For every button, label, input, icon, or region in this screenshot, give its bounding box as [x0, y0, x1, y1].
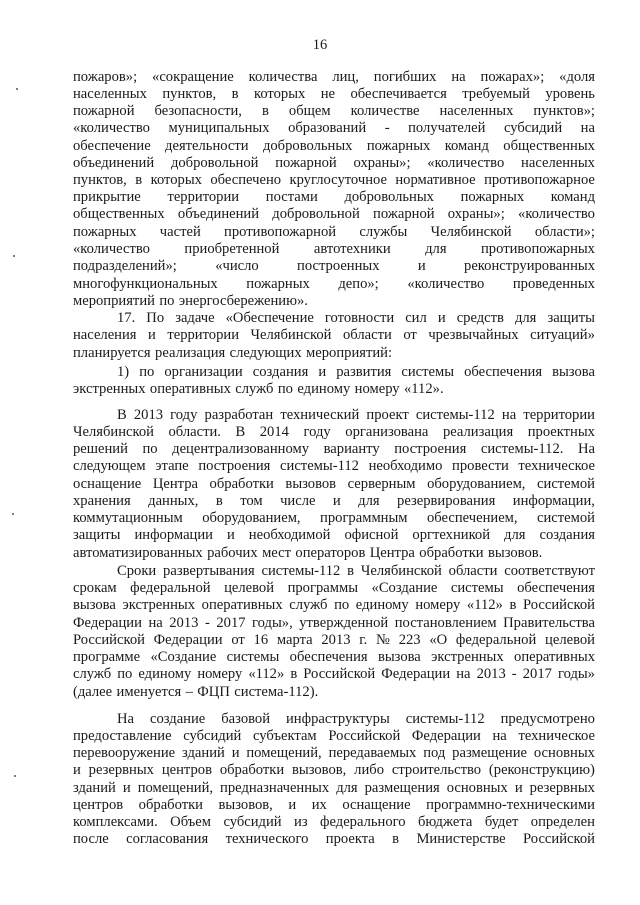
page-number: 16	[312, 37, 328, 53]
text-line: следующем этапе построения системы-112 необходимо провести техническое	[73, 458, 595, 474]
scan-speck	[12, 513, 14, 515]
text-line: оснащение Центра обработки вызовов серверным оборудованием, системой	[73, 476, 595, 492]
text-line: На создание базовой инфраструктуры системы-112 предусмотрено	[117, 711, 595, 727]
text-line: «количество приобретенной автотехники для противопожарных	[73, 241, 595, 257]
text-line: многофункциональных пожарных депо»; «количество проведенных	[73, 276, 595, 292]
text-line: Челябинской области. В 2014 году организована реализация проектных	[73, 424, 595, 440]
text-line: населения и территории Челябинской области от чрезвычайных ситуаций»	[73, 327, 595, 343]
text-line: прикрытие территории постами добровольных пожарных команд	[73, 189, 595, 205]
text-line: хранения данных, в том числе и для резервирования информации,	[73, 493, 595, 509]
text-line: защиты информации и необходимой офисной оргтехникой для создания	[73, 527, 595, 543]
text-line: комплексами. Объем субсидий из федерального бюджета будет определен	[73, 814, 595, 830]
text-line: решений по децентрализованному варианту построения системы-112. На	[73, 441, 595, 457]
scan-speck	[16, 88, 18, 90]
text-line: предоставление субсидий субъектам Российской Федерации на техническое	[73, 728, 595, 744]
scan-speck	[13, 255, 15, 257]
text-line: 17. По задаче «Обеспечение готовности сил и средств для защиты	[117, 310, 595, 326]
text-line: общественных объединений добровольной пожарной охраны»; «количество	[73, 206, 595, 222]
text-line: Федерации на 2013 - 2017 годы», утвержденной постановлением Правительства	[73, 615, 595, 631]
text-line: подразделений»; «число построенных и реконструированных	[73, 258, 595, 274]
scan-speck	[14, 775, 16, 777]
text-line: 1) по организации создания и развития системы обеспечения вызова	[117, 364, 595, 380]
text-line: обеспечение деятельности добровольных пожарных команд общественных	[73, 138, 595, 154]
text-line: зданий и помещений, предназначенных для размещения основных и резервных	[73, 780, 595, 796]
text-line: и резервных центров обработки вызовов, либо строительство (реконструкцию)	[73, 762, 595, 778]
text-line: коммутационным оборудованием, программным обеспечением, системой	[73, 510, 595, 526]
text-line: (далее именуется – ФЦП система-112).	[73, 684, 319, 700]
text-line: пожаров»; «сокращение количества лиц, погибших на пожарах»; «доля	[73, 69, 595, 85]
text-line: мероприятий по энергосбережению».	[73, 293, 308, 309]
text-line: служб по единому номеру «112» в Российской Федерации на 2013 - 2017 годы»	[73, 666, 595, 682]
text-line: планируется реализация следующих мероприятий:	[73, 345, 393, 361]
text-line: программе «Создание системы обеспечения вызова экстренных оперативных	[73, 649, 595, 665]
text-line: «количество муниципальных образований - получателей субсидий на	[73, 120, 595, 136]
text-line: В 2013 году разработан технический проект системы-112 на территории	[117, 407, 595, 423]
text-line: объединений добровольной пожарной охраны»; «количество населенных	[73, 155, 595, 171]
text-line: после согласования технического проекта в Министерстве Российской	[73, 831, 595, 847]
text-line: Сроки развертывания системы-112 в Челябинской области соответствуют	[117, 563, 595, 579]
text-line: срокам федеральной целевой программы «Создание системы обеспечения	[73, 580, 595, 596]
text-line: перевооружение зданий и помещений, передаваемых под размещение основных	[73, 745, 595, 761]
text-line: центров обработки вызовов, и их оснащение программно-техническими	[73, 797, 595, 813]
text-line: Российской Федерации от 16 марта 2013 г. № 223 «О федеральной целевой	[73, 632, 595, 648]
text-line: пожарных частей противопожарной службы Челябинской области»;	[73, 224, 595, 240]
text-line: пунктов, в которых обеспечено круглосуточное нормативное противопожарное	[73, 172, 595, 188]
text-line: пожарной безопасности, в общем количестве населенных пунктов»;	[73, 103, 595, 119]
text-line: автоматизированных рабочих мест операторов Центра обработки вызовов.	[73, 545, 543, 561]
text-line: вызова экстренных оперативных служб по единому номеру «112» в Российской	[73, 597, 595, 613]
text-line: экстренных оперативных служб по единому номеру «112».	[73, 381, 444, 397]
text-line: населенных пунктов, в которых не обеспечивается требуемый уровень	[73, 86, 595, 102]
